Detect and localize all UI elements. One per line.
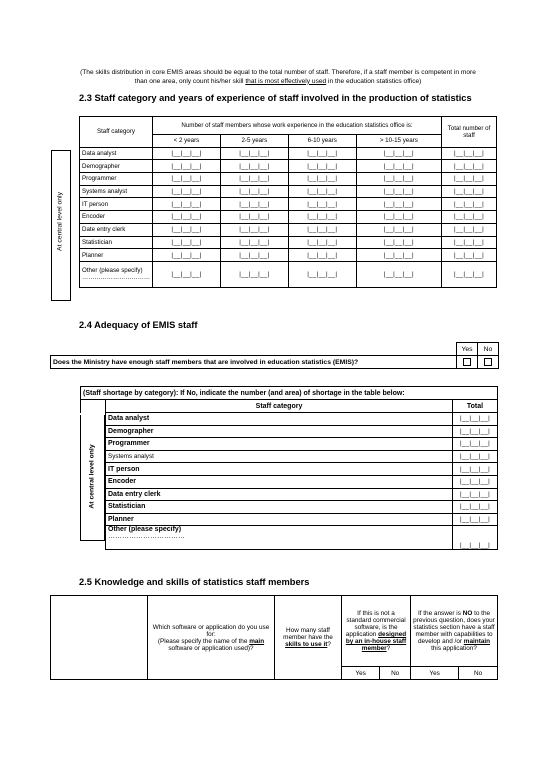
col-experience-group: Number of staff members whose work experience in the education statistics office is:: [153, 117, 442, 135]
experience-row: [80, 147, 497, 160]
entry-boxes[interactable]: |__|__|__|: [220, 236, 288, 249]
entry-boxes[interactable]: |__|__|__|: [356, 249, 441, 262]
entry-boxes[interactable]: |__|__|__|: [453, 450, 498, 463]
entry-boxes[interactable]: |__|__|__|: [288, 173, 356, 186]
no-checkbox[interactable]: [484, 358, 492, 366]
note-text: (The skills distribution in core EMIS areas should be equal to the total number of staff. Therefore, if a staff member is competent in more than one area, only count his/her skill: [80, 69, 476, 85]
shortage-row: [81, 513, 498, 526]
staff-category-label: IT person: [80, 198, 153, 211]
other-specify-line[interactable]: ……………………………: [82, 274, 151, 282]
col-range: < 2 years: [153, 135, 221, 148]
entry-boxes[interactable]: |__|__|__|: [453, 438, 498, 451]
experience-row: [80, 198, 497, 211]
maintain-yes-header: Yes: [411, 667, 459, 680]
entry-boxes[interactable]: |__|__|__|: [288, 160, 356, 173]
how-many-question: How many staff member have the skills to use it?: [275, 596, 342, 680]
entry-boxes[interactable]: |__|__|__|: [442, 261, 497, 287]
staff-category-label: Systems analyst: [80, 185, 153, 198]
staff-category-label: Demographer: [80, 160, 153, 173]
shortage-row: [81, 488, 498, 501]
other-label: Other (please specify): [108, 526, 182, 534]
col-total: Total: [453, 400, 498, 413]
staff-category-label: Planner: [106, 513, 453, 526]
adequacy-table: [50, 342, 499, 369]
entry-boxes[interactable]: |__|__|__|: [356, 160, 441, 173]
staff-category-label: Data analyst: [80, 147, 153, 160]
entry-boxes[interactable]: |__|__|__|: [220, 147, 288, 160]
yes-header: Yes: [457, 343, 478, 356]
col-staff-category: Staff category: [80, 117, 153, 148]
entry-boxes[interactable]: |__|__|__|: [288, 185, 356, 198]
entry-boxes[interactable]: |__|__|__|: [453, 501, 498, 514]
shortage-row: [81, 413, 498, 426]
entry-boxes[interactable]: |__|__|__|: [220, 185, 288, 198]
shortage-row: [81, 475, 498, 488]
shortage-row: [81, 463, 498, 476]
entry-boxes[interactable]: |__|__|__|: [356, 147, 441, 160]
entry-boxes[interactable]: |__|__|__|: [153, 261, 221, 287]
other-row-label: [106, 526, 453, 550]
staff-category-label: Programmer: [80, 173, 153, 186]
entry-boxes[interactable]: |__|__|__|: [442, 198, 497, 211]
designed-question: If this is not a standard commercial software, is the application designed by an in-house staff member?: [342, 596, 411, 667]
experience-row: [80, 211, 497, 224]
maintain-question: If the answer is NO to the previous question, does your statistics section have a staff member with capabilities to develop and /or maintain this application?: [411, 596, 498, 667]
shortage-row: [81, 501, 498, 514]
central-level-label: At central level only: [88, 444, 96, 509]
col-staff-category: Staff category: [106, 400, 453, 413]
staff-category-label: Statistician: [80, 236, 153, 249]
section-2-3-title: 2.3 Staff category and years of experience of staff involved in the production of statistics: [79, 93, 472, 103]
experience-row: [80, 173, 497, 186]
entry-boxes[interactable]: |__|__|__|: [153, 173, 221, 186]
experience-table: [79, 116, 497, 288]
entry-boxes[interactable]: |__|__|__|: [442, 236, 497, 249]
experience-row: [80, 249, 497, 262]
experience-row: [80, 160, 497, 173]
entry-boxes[interactable]: |__|__|__|: [442, 173, 497, 186]
entry-boxes[interactable]: |__|__|__|: [220, 223, 288, 236]
staff-category-label: IT person: [106, 463, 453, 476]
col-total-staff: Total number of staff: [442, 117, 497, 148]
no-header: No: [478, 343, 499, 356]
main-emphasis: main: [249, 637, 265, 645]
software-skills-table: [50, 595, 498, 680]
designed-no-header: No: [380, 667, 411, 680]
entry-boxes[interactable]: |__|__|__|: [356, 198, 441, 211]
experience-row: [80, 236, 497, 249]
col-range: > 10-15 years: [356, 135, 441, 148]
entry-boxes[interactable]: |__|__|__|: [153, 185, 221, 198]
entry-boxes[interactable]: |__|__|__|: [356, 261, 441, 287]
software-question: Which software or application do you use for: (Please specify the name of the main software or application used)?: [148, 596, 275, 680]
shortage-row: [81, 450, 498, 463]
entry-boxes[interactable]: |__|__|__|: [453, 463, 498, 476]
note-text-end: in the education statistics office): [326, 77, 422, 85]
maintain-emphasis: maintain: [463, 638, 491, 645]
staff-category-label: Demographer: [106, 425, 453, 438]
entry-boxes[interactable]: |__|__|__|: [220, 160, 288, 173]
staff-category-label: Data entry clerk: [106, 488, 453, 501]
entry-boxes[interactable]: |__|__|__|: [220, 173, 288, 186]
entry-boxes[interactable]: |__|__|__|: [356, 236, 441, 249]
entry-boxes[interactable]: |__|__|__|: [442, 185, 497, 198]
other-row-label: [80, 261, 153, 287]
shortage-row: [81, 438, 498, 451]
col-range: 2-5 years: [220, 135, 288, 148]
entry-boxes[interactable]: |__|__|__|: [288, 198, 356, 211]
note-underlined-text: that is most effectively used: [245, 77, 327, 85]
designed-yes-header: Yes: [342, 667, 380, 680]
entry-boxes[interactable]: |__|__|__|: [356, 185, 441, 198]
designed-emphasis: designed by an in-house staff member: [345, 631, 407, 652]
entry-boxes[interactable]: |__|__|__|: [356, 223, 441, 236]
entry-boxes[interactable]: |__|__|__|: [288, 223, 356, 236]
skills-distribution-note: [78, 69, 478, 86]
staff-category-label: Statistician: [106, 501, 453, 514]
entry-boxes[interactable]: |__|__|__|: [153, 223, 221, 236]
adequacy-question: Does the Ministry have enough staff members that are involved in education statistics (EMIS)?: [51, 356, 457, 369]
central-level-label: At central level only: [56, 192, 64, 251]
entry-boxes[interactable]: |__|__|__|: [442, 211, 497, 224]
yes-checkbox[interactable]: [463, 358, 471, 366]
entry-boxes[interactable]: |__|__|__|: [442, 160, 497, 173]
other-label: Other (please specify): [82, 267, 143, 275]
staff-category-label: Programmer: [106, 438, 453, 451]
shortage-row: [81, 425, 498, 438]
entry-boxes[interactable]: |__|__|__|: [153, 236, 221, 249]
entry-boxes[interactable]: |__|__|__|: [153, 160, 221, 173]
staff-category-label: Encoder: [80, 211, 153, 224]
entry-boxes[interactable]: |__|__|__|: [288, 147, 356, 160]
entry-boxes[interactable]: |__|__|__|: [356, 211, 441, 224]
maintain-no-header: No: [459, 667, 498, 680]
col-range: 6-10 years: [288, 135, 356, 148]
experience-row: [80, 223, 497, 236]
staff-category-label: Encoder: [106, 475, 453, 488]
entry-boxes[interactable]: |__|__|__|: [453, 475, 498, 488]
staff-category-label: Systems analyst: [106, 450, 453, 463]
section-2-5-title: 2.5 Knowledge and skills of statistics staff members: [79, 577, 310, 587]
entry-boxes[interactable]: |__|__|__|: [220, 211, 288, 224]
shortage-title: (Staff shortage by category): If No, indicate the number (and area) of shortage in the table below:: [81, 387, 498, 400]
staff-category-label: Date entry clerk: [80, 223, 153, 236]
other-specify-line[interactable]: ……………………………: [108, 533, 185, 541]
entry-boxes[interactable]: |__|__|__|: [288, 261, 356, 287]
entry-boxes[interactable]: |__|__|__|: [453, 425, 498, 438]
entry-boxes[interactable]: |__|__|__|: [220, 198, 288, 211]
entry-boxes[interactable]: |__|__|__|: [453, 488, 498, 501]
entry-boxes[interactable]: |__|__|__|: [442, 223, 497, 236]
entry-boxes[interactable]: |__|__|__|: [153, 249, 221, 262]
entry-boxes[interactable]: |__|__|__|: [153, 147, 221, 160]
entry-boxes[interactable]: |__|__|__|: [442, 147, 497, 160]
entry-boxes[interactable]: |__|__|__|: [453, 526, 498, 550]
entry-boxes[interactable]: |__|__|__|: [153, 198, 221, 211]
entry-boxes[interactable]: |__|__|__|: [220, 249, 288, 262]
software-question-line1: Which software or application do you use for:: [152, 623, 270, 638]
entry-boxes[interactable]: |__|__|__|: [220, 261, 288, 287]
entry-boxes[interactable]: |__|__|__|: [153, 211, 221, 224]
entry-boxes[interactable]: |__|__|__|: [453, 513, 498, 526]
entry-boxes[interactable]: |__|__|__|: [442, 249, 497, 262]
entry-boxes[interactable]: |__|__|__|: [453, 413, 498, 426]
staff-category-label: Planner: [80, 249, 153, 262]
entry-boxes[interactable]: |__|__|__|: [288, 211, 356, 224]
entry-boxes[interactable]: |__|__|__|: [288, 236, 356, 249]
staff-category-label: Data analyst: [106, 413, 453, 426]
shortage-table: [80, 386, 498, 550]
entry-boxes[interactable]: |__|__|__|: [288, 249, 356, 262]
skills-emphasis: skills to use it: [285, 641, 328, 648]
section-2-4-title: 2.4 Adequacy of EMIS staff: [79, 320, 198, 330]
entry-boxes[interactable]: |__|__|__|: [356, 173, 441, 186]
experience-row: [80, 185, 497, 198]
